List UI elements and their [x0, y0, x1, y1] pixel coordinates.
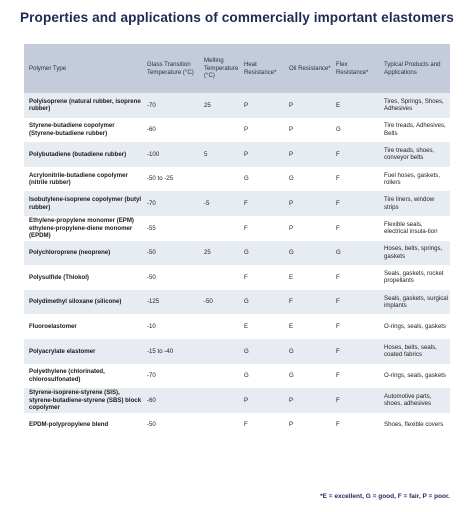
- cell-heat-resistance: G: [244, 175, 249, 183]
- cell-polymer: Polysulfide (Thiokol): [29, 273, 89, 281]
- cell-glass-transition: -60: [147, 126, 156, 134]
- rating-footnote: *E = excellent, G = good, F = fair, P = poor.: [320, 493, 450, 500]
- header-oil-resistance: Oil Resistance*: [286, 44, 333, 93]
- cell-glass-transition: -50: [147, 421, 156, 429]
- cell-applications: Fuel hoses, gaskets, rollers: [384, 171, 440, 187]
- cell-applications: O-rings, seals, gaskets: [384, 322, 446, 330]
- cell-oil-resistance: E: [289, 322, 294, 330]
- cell-polymer: Ethylene-propylene monomer (EPM) ethylene-propylene-diene monomer (EPDM): [29, 217, 134, 239]
- cell-applications: Seals, gaskets, surgical implants: [381, 290, 450, 315]
- cell-heat-resistance: P: [244, 126, 249, 134]
- header-heat-resistance: Heat Resistance*: [241, 44, 286, 93]
- table-header-row: [24, 44, 450, 93]
- cell-applications: Tires, Springs, Shoes, Adhesives: [381, 93, 450, 118]
- cell-flex-resistance: F: [333, 191, 381, 216]
- cell-melting-temperature: [201, 388, 241, 413]
- cell-heat-resistance: P: [241, 142, 286, 167]
- cell-oil-resistance: G: [286, 241, 333, 266]
- cell-oil-resistance: G: [289, 372, 294, 380]
- cell-flex-resistance: F: [336, 372, 340, 380]
- cell-melting-temperature: [201, 413, 241, 438]
- cell-oil-resistance: P: [286, 388, 333, 413]
- cell-glass-transition: -100: [144, 142, 201, 167]
- cell-polymer: Polybutadiene (butadiene rubber): [24, 142, 144, 167]
- header-flex-resistance: Flex Resistance*: [333, 44, 381, 93]
- cell-melting-temperature: [201, 167, 241, 192]
- cell-applications: Flexible seals, electrical insula-tion: [384, 220, 438, 236]
- page-title: Properties and applications of commercially important elastomers: [20, 10, 454, 25]
- table-row: [24, 118, 450, 143]
- cell-polymer: Polyisoprene (natural rubber, isoprene rubber): [24, 93, 144, 118]
- table-row: [24, 413, 450, 438]
- cell-flex-resistance: F: [336, 322, 340, 330]
- cell-heat-resistance: G: [244, 372, 249, 380]
- cell-heat-resistance: G: [241, 290, 286, 315]
- table-row: [24, 216, 450, 241]
- cell-flex-resistance: E: [333, 93, 381, 118]
- cell-applications: Hoses, belts, seals, coated fabrics: [381, 339, 450, 364]
- cell-flex-resistance: F: [333, 290, 381, 315]
- cell-glass-transition: -70: [147, 372, 156, 380]
- cell-oil-resistance: P: [286, 93, 333, 118]
- cell-glass-transition: -50: [144, 241, 201, 266]
- cell-heat-resistance: F: [241, 191, 286, 216]
- elastomer-table: [24, 44, 450, 437]
- cell-melting-temperature: -5: [201, 191, 241, 216]
- cell-heat-resistance: G: [241, 241, 286, 266]
- cell-oil-resistance: F: [286, 290, 333, 315]
- table-row: [24, 241, 450, 266]
- cell-melting-temperature: [201, 118, 241, 143]
- cell-flex-resistance: G: [333, 241, 381, 266]
- cell-applications: Seals, gaskets, rocket propellants: [384, 270, 444, 285]
- table-row: [24, 191, 450, 216]
- cell-polymer: Polyacrylate elastomer: [24, 339, 144, 364]
- header-glass-transition: Glass Transition Temperature (°C): [144, 44, 201, 93]
- cell-polymer: Fluoroelastomer: [29, 322, 77, 330]
- cell-heat-resistance: F: [244, 273, 248, 281]
- cell-glass-transition: -10: [147, 322, 156, 330]
- cell-applications: O-rings, seals, gaskets: [384, 372, 446, 380]
- cell-glass-transition: -60: [144, 388, 201, 413]
- table-body: [24, 93, 450, 437]
- table-row: [24, 142, 450, 167]
- cell-flex-resistance: F: [336, 224, 340, 232]
- cell-heat-resistance: F: [244, 224, 248, 232]
- table-row: [24, 290, 450, 315]
- cell-oil-resistance: G: [286, 339, 333, 364]
- cell-applications: Tire liners, window strips: [381, 191, 450, 216]
- cell-heat-resistance: P: [241, 388, 286, 413]
- cell-applications: Tire treads, Adhesives, Belts: [384, 122, 446, 137]
- cell-heat-resistance: G: [241, 339, 286, 364]
- cell-glass-transition: -15 to -40: [144, 339, 201, 364]
- cell-flex-resistance: F: [333, 339, 381, 364]
- cell-flex-resistance: F: [333, 142, 381, 167]
- cell-heat-resistance: P: [241, 93, 286, 118]
- cell-melting-temperature: [201, 339, 241, 364]
- cell-flex-resistance: G: [336, 126, 341, 134]
- cell-melting-temperature: -50: [201, 290, 241, 315]
- cell-flex-resistance: F: [336, 421, 340, 429]
- cell-glass-transition: -125: [144, 290, 201, 315]
- table-row: [24, 388, 450, 413]
- cell-melting-temperature: [201, 265, 241, 290]
- cell-polymer: Polydimethyl siloxane (silicone): [24, 290, 144, 315]
- cell-oil-resistance: E: [289, 273, 294, 281]
- cell-applications: Tire treads, shoes, conveyor belts: [381, 142, 450, 167]
- cell-polymer: EPDM-polypropylene blend: [29, 421, 109, 429]
- cell-flex-resistance: F: [336, 175, 340, 183]
- table-row: [24, 167, 450, 192]
- cell-heat-resistance: F: [244, 421, 248, 429]
- cell-oil-resistance: P: [286, 191, 333, 216]
- header-melting-temperature: Melting Temperature (°C): [201, 44, 241, 93]
- cell-glass-transition: -55: [147, 224, 156, 232]
- cell-applications: Shoes, flexible covers: [384, 421, 444, 429]
- cell-melting-temperature: [201, 216, 241, 241]
- cell-polymer: Styrene-isoprene-styrene (SIS), styrene-butadiene-styrene (SBS) block copolymer: [24, 388, 144, 413]
- cell-polymer: Polychloroprene (neoprene): [24, 241, 144, 266]
- cell-glass-transition: -70: [144, 191, 201, 216]
- cell-melting-temperature: 5: [201, 142, 241, 167]
- cell-polymer: Polyethylene (chlorinated, chlorosulfonated): [29, 368, 105, 383]
- table-row: [24, 265, 450, 290]
- cell-oil-resistance: P: [289, 224, 294, 232]
- cell-oil-resistance: P: [289, 421, 294, 429]
- cell-melting-temperature: [201, 364, 241, 389]
- cell-melting-temperature: [201, 314, 241, 339]
- cell-oil-resistance: P: [286, 142, 333, 167]
- header-polymer-type: Polymer Type: [24, 44, 144, 93]
- table-row: [24, 364, 450, 389]
- cell-glass-transition: -50: [147, 273, 156, 281]
- cell-oil-resistance: G: [289, 175, 294, 183]
- cell-flex-resistance: F: [336, 273, 340, 281]
- table-row: [24, 339, 450, 364]
- header-applications: Typical Products and Applications: [381, 44, 450, 93]
- table-row: [24, 93, 450, 118]
- cell-flex-resistance: F: [333, 388, 381, 413]
- table-row: [24, 314, 450, 339]
- cell-applications: Hoses, belts, springs, gaskets: [381, 241, 450, 266]
- cell-polymer: Acrylonitrile-butadiene copolymer (nitrile rubber): [29, 171, 128, 187]
- cell-applications: Automotive parts, shoes, adhesives: [381, 388, 450, 413]
- cell-melting-temperature: 25: [201, 93, 241, 118]
- cell-oil-resistance: P: [289, 126, 294, 134]
- cell-melting-temperature: 25: [201, 241, 241, 266]
- cell-polymer: Isobutylene-isoprene copolymer (butyl rubber): [24, 191, 144, 216]
- cell-heat-resistance: E: [244, 322, 249, 330]
- cell-polymer: Styrene-butadiene copolymer (Styrene-butadiene rubber): [29, 122, 115, 137]
- cell-glass-transition: -50 to -25: [147, 175, 174, 183]
- cell-glass-transition: -70: [144, 93, 201, 118]
